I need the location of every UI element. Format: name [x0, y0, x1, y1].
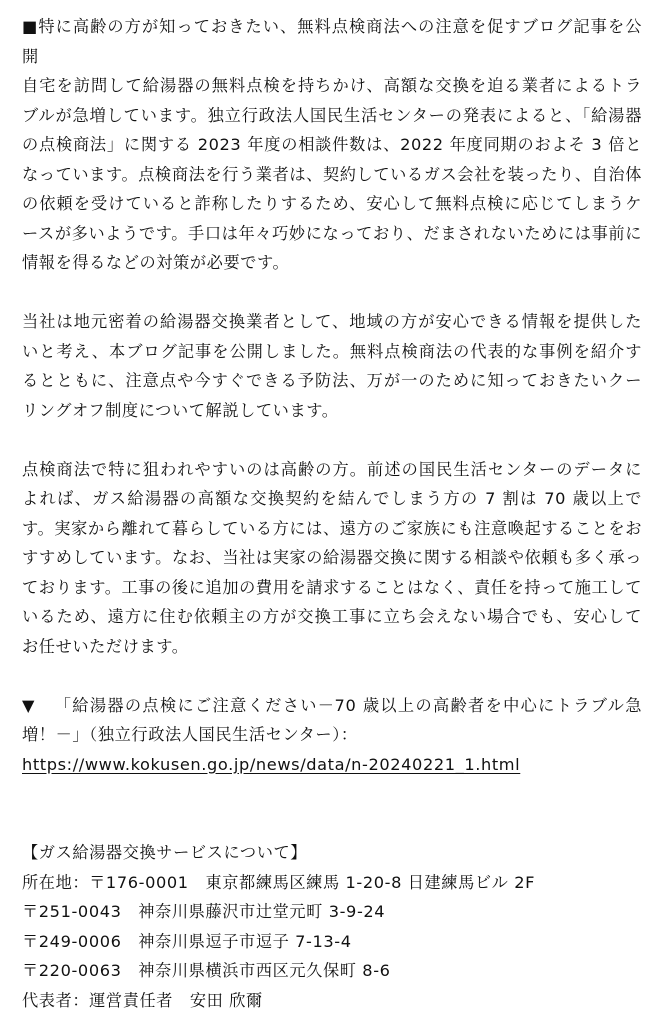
company-address-yokohama: 〒220-0063 神奈川県横浜市西区元久保町 8-6 — [22, 961, 391, 980]
paragraph-intro: 自宅を訪問して給湯器の無料点検を持ちかけ、高額な交換を迫る業者によるトラブルが急増しています。独立行政法人国民生活センターの発表によると、「給湯器の点検商法」に関する 2023 年度の相談件数は、2022 年度同期のおよそ 3 倍となっています。点検商法を行う業者は、契約しているガス会社を装ったり、自治体の依頼を受けていると詐称したりするため、安心して無料点検に応じてしまうケースが多いようです。手口は年々巧妙になっており、だまされないためには事前に情報を得るなどの対策が必要です。 — [22, 76, 642, 272]
article-headline: ■特に高齢の方が知っておきたい、無料点検商法への注意を促すブログ記事を公開 — [22, 17, 642, 66]
company-address-main: 所在地：〒176-0001 東京都練馬区練馬 1-20-8 日建練馬ビル 2F — [22, 872, 536, 892]
company-address-fujisawa: 〒251-0043 神奈川県藤沢市辻堂元町 3-9-24 — [22, 902, 386, 921]
press-release-page — [22, 12, 642, 1015]
reference-title: 「給湯器の点検にご注意ください－70 歳以上の高齢者を中心にトラブル急増！－」（独立行政法人国民生活センター）： — [22, 695, 642, 744]
reference-block — [22, 691, 642, 780]
paragraph-gap — [22, 425, 642, 455]
section-gap — [22, 779, 642, 838]
company-address-zushi: 〒249-0006 神奈川県逗子市逗子 7-13-4 — [22, 931, 352, 951]
reference-link[interactable]: https://www.kokusen.go.jp/news/data/n-20240221_1.html — [22, 754, 521, 774]
triangle-down-icon: ▼ — [22, 695, 36, 715]
paragraph-gap — [22, 278, 642, 308]
company-representative: 代表者：運営責任者 安田 欣爾 — [22, 990, 263, 1010]
company-heading: 【ガス給湯器交換サービスについて】 — [22, 843, 308, 862]
paragraph-gap — [22, 661, 642, 691]
paragraph-elderly-warning: 点検商法で特に狙われやすいのは高齢の方。前述の国民生活センターのデータによれば、ガス給湯器の高額な交換契約を結んでしまう方の 7 割は 70 歳以上です。実家から離れて暮らしている方には、遠方のご家族にも注意喚起することをおすすめしています。なお、当社は実家の給湯器交換に関する相談や依頼も多く承っております。工事の後に追加の費用を請求することはなく、責任を持って施工しているため、遠方に住む依頼主の方が交換工事に立ち会えない場合でも、安心してお任せいただけます。 — [22, 459, 643, 656]
paragraph-company-purpose: 当社は地元密着の給湯器交換業者として、地域の方が安心できる情報を提供したいと考え、本ブログ記事を公開しました。無料点検商法の代表的な事例を紹介するとともに、注意点や今すぐできる予防法、万が一のために知っておきたいクーリングオフ制度について解説しています。 — [22, 312, 642, 420]
